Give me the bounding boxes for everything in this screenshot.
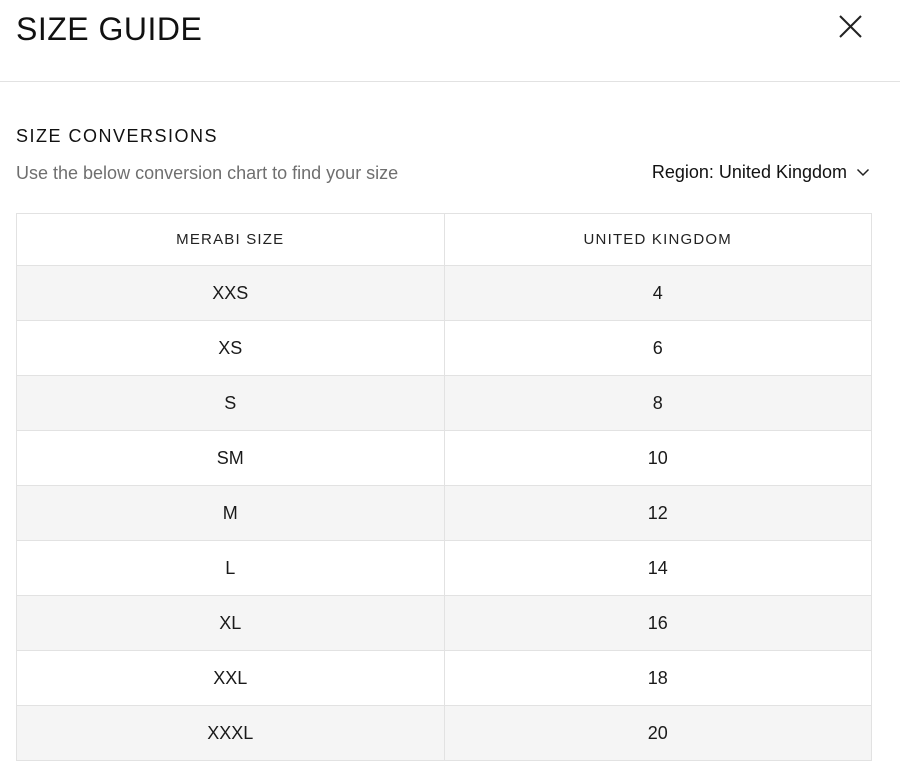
section-description: Use the below conversion chart to find your size [16,163,399,183]
region-size-cell: 16 [444,596,872,651]
size-conversion-table [16,213,872,761]
region-size-cell: 18 [444,651,872,706]
table-row [17,651,872,706]
region-size-cell: 8 [444,376,872,431]
region-size-cell: 4 [444,266,872,321]
close-icon [834,10,868,44]
merabi-size-cell: S [17,376,445,431]
region-size-cell: 6 [444,321,872,376]
region-size-cell: 10 [444,431,872,486]
merabi-size-cell: L [17,541,445,596]
column-header-region-size: UNITED KINGDOM [444,214,872,266]
table-row [17,706,872,761]
merabi-size-cell: XXXL [17,706,445,761]
table-row [17,596,872,651]
table-header-row [17,214,872,266]
modal-header [0,0,900,82]
chevron-down-icon [856,168,870,177]
modal-title: SIZE GUIDE [16,11,203,47]
table-row [17,541,872,596]
merabi-size-cell: XL [17,596,445,651]
close-button[interactable] [834,10,868,44]
merabi-size-cell: M [17,486,445,541]
table-row [17,376,872,431]
table-row [17,486,872,541]
column-header-merabi-size: MERABI SIZE [17,214,445,266]
merabi-size-cell: SM [17,431,445,486]
region-size-cell: 12 [444,486,872,541]
merabi-size-cell: XXL [17,651,445,706]
table-row [17,431,872,486]
section-title: SIZE CONVERSIONS [16,126,219,146]
table-row [17,266,872,321]
region-size-cell: 14 [444,541,872,596]
region-size-cell: 20 [444,706,872,761]
region-select[interactable] [652,160,870,184]
region-select-label: Region: United Kingdom [651,162,847,182]
merabi-size-cell: XXS [17,266,445,321]
merabi-size-cell: XS [17,321,445,376]
table-row [17,321,872,376]
